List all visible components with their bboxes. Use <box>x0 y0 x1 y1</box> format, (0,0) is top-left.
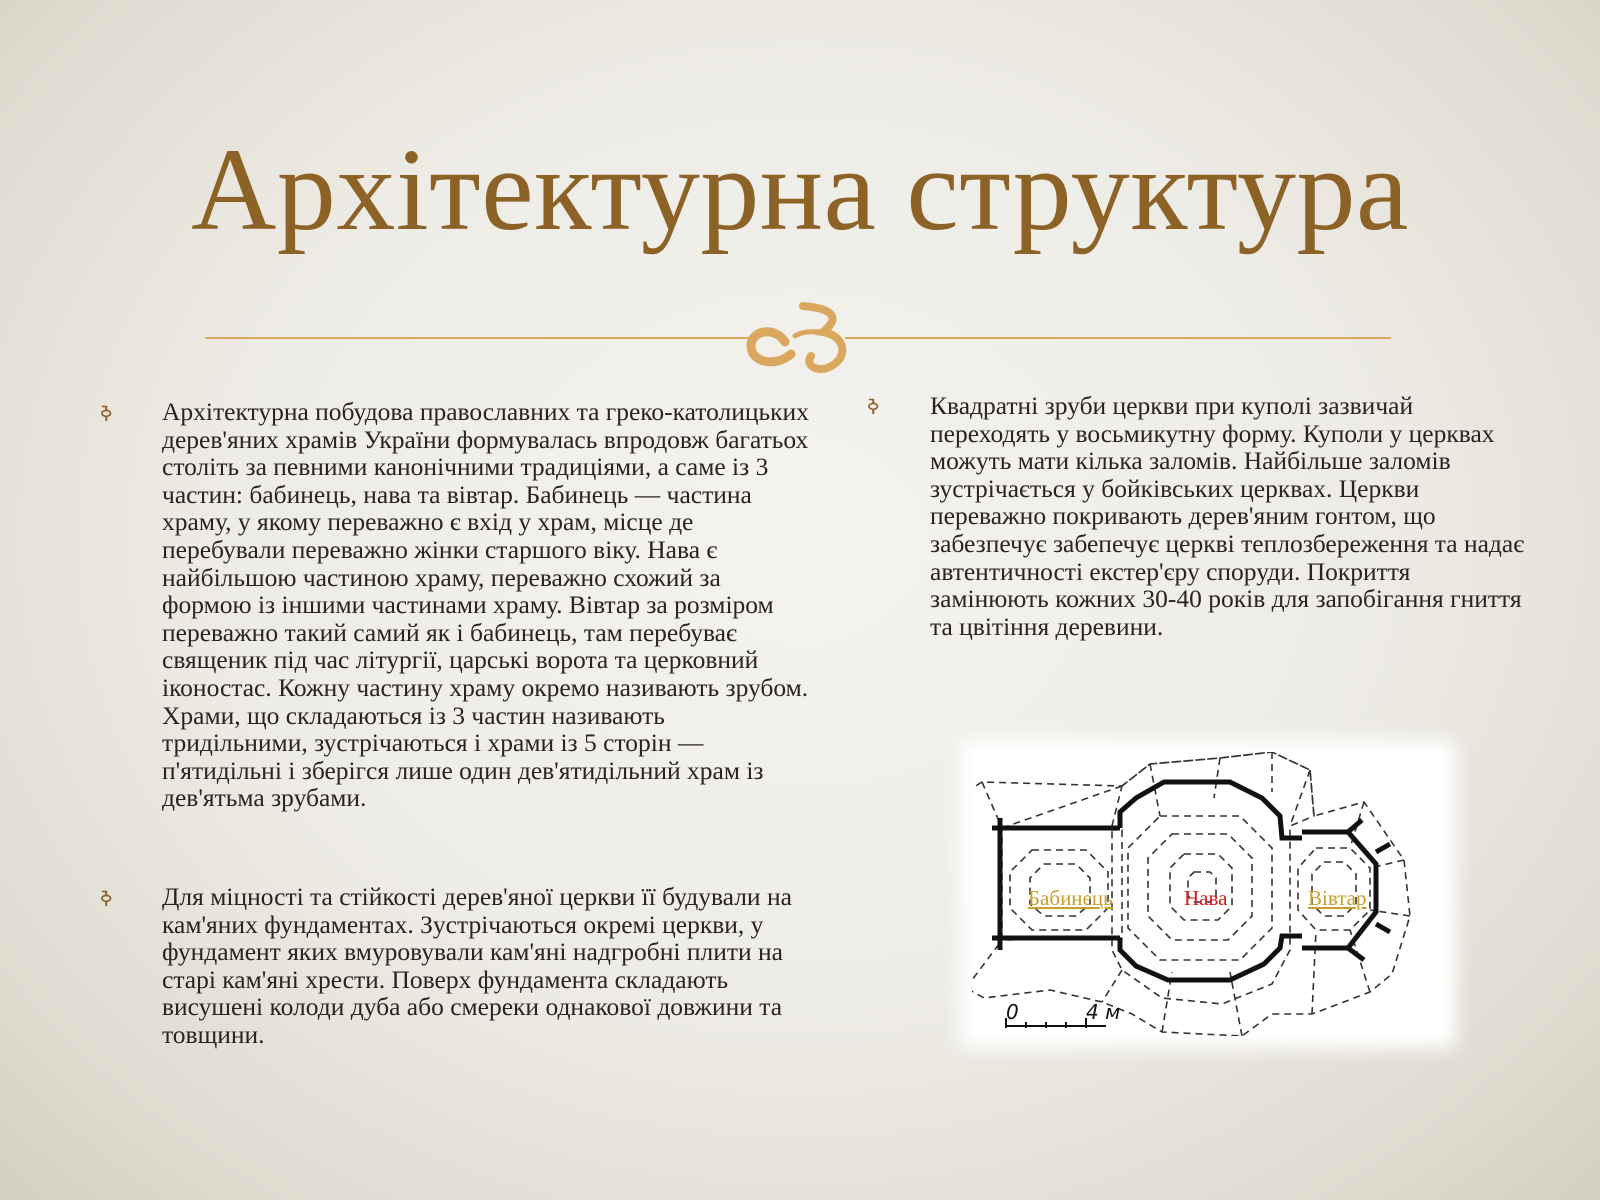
divider-line-right <box>845 337 1391 339</box>
paragraph-foundation: Для міцності та стійкості дерев'яної церкви її будували на кам'яних фундаментах. Зустрічаються окремі церкви, у фундамент яких вмуровували кам'яні надгробні плити на старі кам'яні хрести. Поверх фундамента складають висушені колоди дуба або смереки однакової довжини та товщини. <box>162 882 792 1049</box>
label-babynets[interactable]: Бабинець <box>1028 886 1113 910</box>
paragraph-domes: Квадратні зруби церкви при куполі зазвичай переходять у восьмикутну форму. Куполи у церквах можуть мати кілька заломів. Найбільше заломів зустрічається у бойківських церквах. Церкви переважно покривають дерев'яним гонтом, що забезпечує забепечує церкві теплозбереження та надає автентичності екстер'єру споруди. Покриття замінюють кожних 30-40 років для запобігання гниття та цвітіння деревини. <box>930 391 1525 641</box>
label-nava: Нава <box>1184 886 1228 910</box>
title-divider <box>205 302 1391 382</box>
slide-title: Архітектурна структура <box>191 124 1409 255</box>
flourish-icon <box>745 302 855 374</box>
bullet-icon: ߢ <box>867 395 880 419</box>
scale-label-four: 4 м <box>1086 1000 1121 1024</box>
bullet-icon: ߢ <box>100 402 113 426</box>
paragraph-architecture: Архітектурна побудова православних та греко-католицьких дерев'яних храмів України формувалась впродовж багатьох століть за певними канонічними традиціями, а саме із 3 частин: бабинець, нава та вівтар. Бабинець — частина храму, у якому переважно є вхід у храм, місце де перебували переважно жінки старшого віку. Нава є найбільшою частиною храму, переважно схожий за формою із іншими частинами храму. Вівтар за розміром переважно такий самий як і бабинець, там перебуває священик під час літургії, царські ворота та церковний іконостас. Кожну частину храму окремо називають зрубом. Храми, що складаються із 3 частин називають тридільними, зустрічаються і храми із 5 сторін — п'ятидільні і зберігся лише один дев'ятидільний храм із дев'ятьма зрубами. <box>162 397 809 813</box>
bullet-icon: ߢ <box>100 887 113 911</box>
label-vivtar[interactable]: Вівтар <box>1308 886 1367 910</box>
scale-label-zero: 0 <box>1006 1000 1019 1024</box>
divider-line-left <box>205 337 750 339</box>
church-floor-plan <box>972 752 1444 1036</box>
